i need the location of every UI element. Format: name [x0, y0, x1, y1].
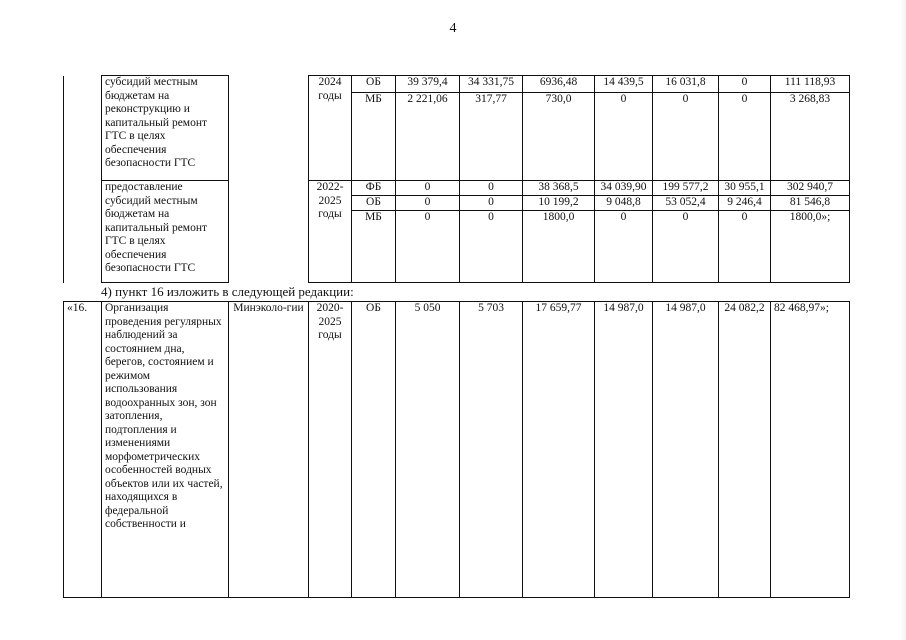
measure-desc: предоставление субсидий местным бюджетам на капитальный ремонт ГТС в целях обеспечения безопасности ГТС	[102, 181, 229, 283]
table-row	[64, 76, 850, 93]
source-cell: ФБ	[352, 181, 396, 196]
value-cell: 14 987,0	[653, 302, 719, 598]
value-cell: 16 031,8	[653, 76, 719, 93]
value-cell: 0	[595, 211, 653, 283]
executor-cell	[229, 76, 309, 283]
value-cell: 53 052,4	[653, 196, 719, 211]
source-cell: ОБ	[352, 196, 396, 211]
value-cell: 0	[396, 211, 460, 283]
value-cell: 5 050	[396, 302, 460, 598]
value-cell: 38 368,5	[523, 181, 595, 196]
amendment-subtitle: 4) пункт 16 изложить в следующей редакции:	[101, 284, 354, 299]
value-cell: 39 379,4	[396, 76, 460, 93]
value-cell: 24 082,2	[719, 302, 771, 598]
value-cell: 17 659,77	[523, 302, 595, 598]
measure-desc: субсидий местным бюджетам на реконструкцию и капитальный ремонт ГТС в целях обеспечения безопасности ГТС	[102, 76, 229, 181]
value-cell: 14 987,0	[595, 302, 653, 598]
table-row	[64, 302, 850, 598]
value-cell: 0	[460, 181, 523, 196]
total-cell: 302 940,7	[771, 181, 850, 196]
value-cell: 34 039,90	[595, 181, 653, 196]
value-cell: 317,77	[460, 93, 523, 181]
total-cell: 1800,0»;	[771, 211, 850, 283]
value-cell: 9 048,8	[595, 196, 653, 211]
value-cell: 0	[460, 196, 523, 211]
budget-table-item16	[63, 301, 850, 598]
value-cell: 0	[460, 211, 523, 283]
value-cell: 0	[396, 196, 460, 211]
value-cell: 730,0	[523, 93, 595, 181]
source-cell: ОБ	[352, 302, 396, 598]
years-cell: 2022-2025 годы	[309, 181, 352, 283]
total-cell: 3 268,83	[771, 93, 850, 181]
value-cell: 0	[396, 181, 460, 196]
source-cell: МБ	[352, 93, 396, 181]
value-cell: 1800,0	[523, 211, 595, 283]
value-cell: 0	[653, 93, 719, 181]
value-cell: 5 703	[460, 302, 523, 598]
total-cell: 111 118,93	[771, 76, 850, 93]
value-cell: 0	[719, 76, 771, 93]
scan-edge-shadow	[900, 0, 906, 640]
page-number: 4	[449, 21, 457, 36]
value-cell: 0	[595, 93, 653, 181]
value-cell: 10 199,2	[523, 196, 595, 211]
executor-cell: Минэколо-гии	[229, 302, 309, 598]
value-cell: 2 221,06	[396, 93, 460, 181]
total-cell: 82 468,97»;	[771, 302, 850, 598]
source-cell: МБ	[352, 211, 396, 283]
value-cell: 34 331,75	[460, 76, 523, 93]
source-cell: ОБ	[352, 76, 396, 93]
budget-table-continued	[63, 75, 850, 283]
value-cell: 9 246,4	[719, 196, 771, 211]
value-cell: 30 955,1	[719, 181, 771, 196]
item-number: «16.	[64, 302, 102, 598]
num-cell	[64, 76, 102, 283]
total-cell: 81 546,8	[771, 196, 850, 211]
value-cell: 0	[653, 211, 719, 283]
years-cell: 2020-2025 годы	[309, 302, 352, 598]
value-cell: 0	[719, 93, 771, 181]
value-cell: 6936,48	[523, 76, 595, 93]
years-cell: 2024 годы	[309, 76, 352, 181]
table-row	[64, 181, 850, 196]
value-cell: 199 577,2	[653, 181, 719, 196]
value-cell: 14 439,5	[595, 76, 653, 93]
measure-desc: Организация проведения регулярных наблюдений за состоянием дна, берегов, состоянием и режимом использования водоохранных зон, зон затопления, подтопления и изменениями морфометрических особенностей водных объектов или их частей, находящихся в федеральной собственности и	[102, 302, 229, 598]
value-cell: 0	[719, 211, 771, 283]
